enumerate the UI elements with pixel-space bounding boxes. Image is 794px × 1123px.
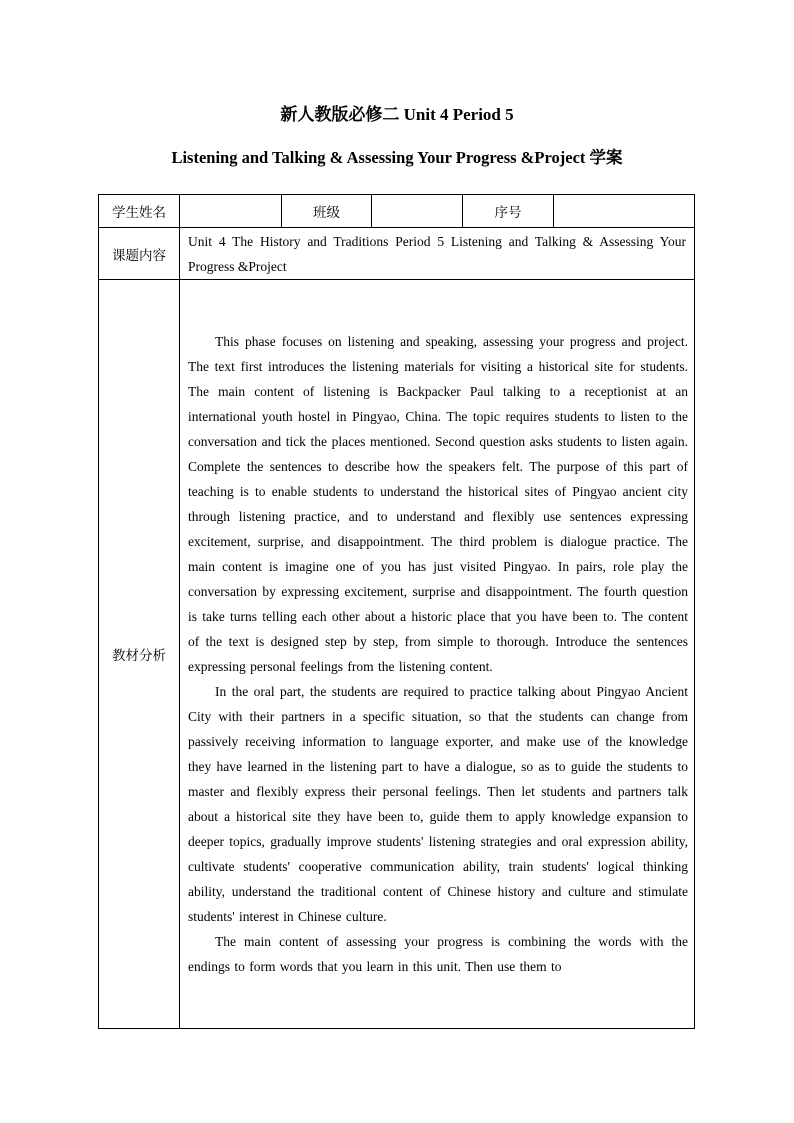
- document-title: 新人教版必修二 Unit 4 Period 5: [280, 105, 514, 124]
- student-name-field[interactable]: [180, 195, 282, 228]
- topic-row: [99, 228, 695, 280]
- analysis-cell: [180, 280, 695, 1029]
- analysis-paragraph: In the oral part, the students are required to practice talking about Pingyao Ancient City with their partners in a specific situation, so that the students can change from passively receiving information to language exporter, and make use of the knowledge they have learned in the listening part to have a dialogue, so as to guide the students to master and flexibly express their personal feelings. Then let students and partners talk about a historical site they have been to, guide them to apply knowledge expansion to deeper topics, gradually improve students' listening strategies and oral expression ability, cultivate students' cooperative communication ability, train students' logical thinking ability, understand the traditional content of Chinese history and culture and stimulate students' interest in Chinese culture.: [188, 684, 688, 924]
- analysis-label: 教材分析: [99, 280, 180, 1029]
- topic-label: 课题内容: [99, 228, 180, 280]
- analysis-paragraph: The main content of assessing your progress is combining the words with the endings to form words that you learn in this unit. Then use them to: [188, 934, 688, 974]
- analysis-paragraph: This phase focuses on listening and speaking, assessing your progress and project. The text first introduces the listening materials for visiting a historical site for students. The main content of listening is Backpacker Paul talking to a receptionist at an international youth hostel in Pingyao, China. The topic requires students to listen to the conversation and tick the places mentioned. Second question asks students to listen again. Complete the sentences to describe how the speakers felt. The purpose of this part of teaching is to enable students to understand the historical sites of Pingyao ancient city through listening practice, and to understand and flexibly use sentences expressing excitement, surprise, and disappointment. The third problem is dialogue practice. The main content is imagine one of you has just visited Pingyao. In pairs, role play the conversation by expressing excitement, surprise and disappointment. The fourth question is take turns telling each other about a historic place that you have been to. The content of the text is designed step by step, from simple to thorough. Introduce the sentences expressing personal feelings from the listening content.: [188, 334, 688, 674]
- class-field[interactable]: [372, 195, 463, 228]
- analysis-content: [180, 329, 694, 979]
- seat-number-label: 序号: [463, 195, 554, 228]
- student-info-row: [99, 195, 695, 228]
- lesson-plan-table: [98, 194, 695, 1029]
- class-label: 班级: [282, 195, 372, 228]
- topic-content: Unit 4 The History and Traditions Period 5 Listening and Talking & Assessing Your Progress &Project: [180, 228, 695, 280]
- analysis-row: [99, 280, 695, 1029]
- document-subtitle: Listening and Talking & Assessing Your Progress &Project 学案: [171, 148, 623, 167]
- student-name-label: 学生姓名: [99, 195, 180, 228]
- seat-number-field[interactable]: [554, 195, 695, 228]
